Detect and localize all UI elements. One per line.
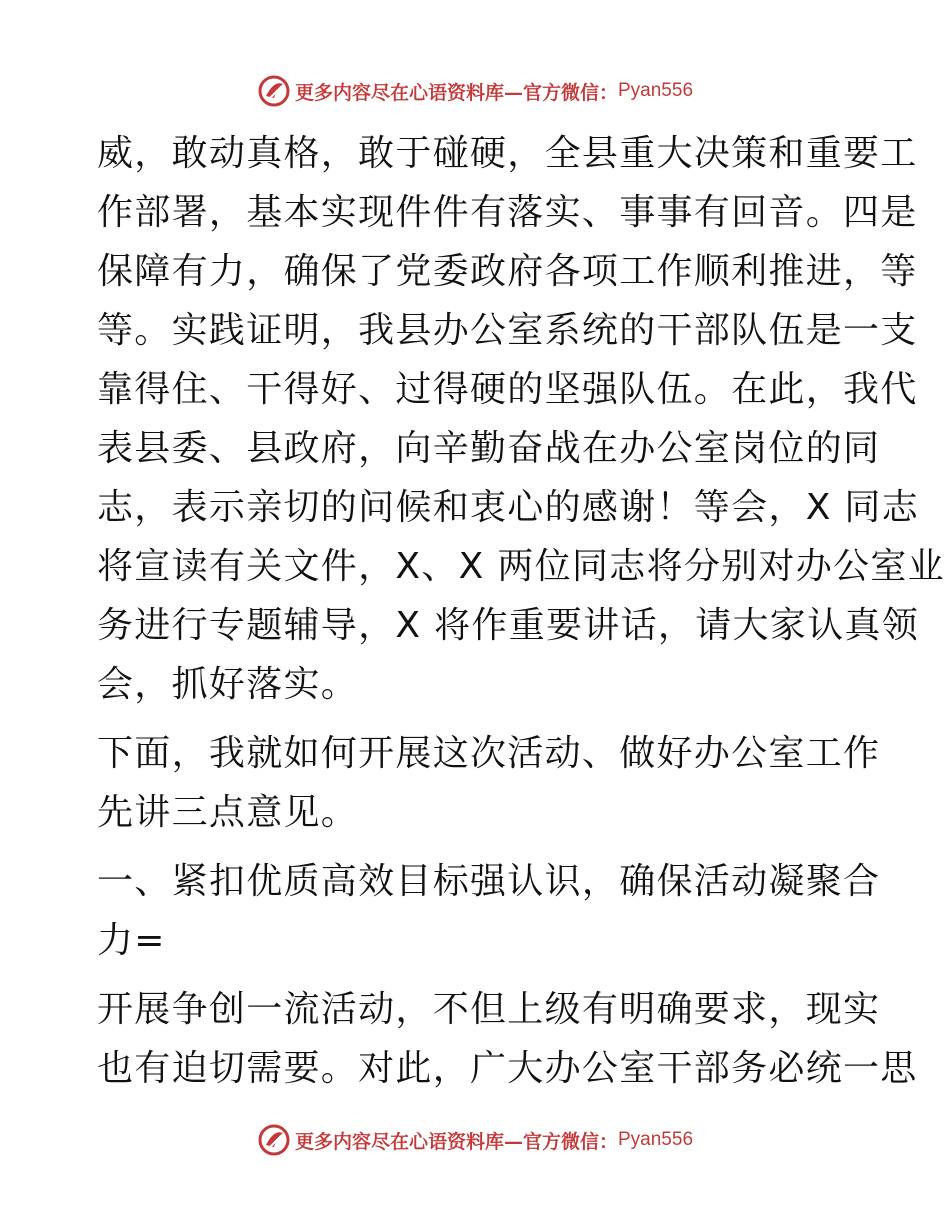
text-line: 威，敢动真格，敢于碰硬，全县重大决策和重要工	[97, 133, 918, 174]
footer-wechat-id: Pyan556	[618, 1129, 694, 1150]
text-line: 先讲三点意见。	[97, 792, 359, 833]
header-watermark-banner	[0, 71, 950, 111]
text-line: 开展争创一流活动，不但上级有明确要求，现实	[97, 989, 881, 1030]
section-heading-1	[97, 852, 881, 970]
footer-watermark-banner	[0, 1120, 950, 1160]
text-line: 务进行专题辅导，X 将作重要讲话，请大家认真领	[97, 605, 920, 646]
text-line: 表县委、县政府，向辛勤奋战在办公室岗位的同	[97, 428, 881, 469]
header-wechat-id: Pyan556	[618, 80, 694, 101]
text-line: 等。实践证明，我县办公室系统的干部队伍是一支	[97, 310, 918, 351]
paragraph-2	[97, 724, 881, 842]
text-line: 会，抓好落实。	[97, 664, 359, 705]
text-line: 志，表示亲切的问候和衷心的感谢！等会，X 同志	[97, 487, 920, 528]
text-line: 将宣读有关文件，X、X 两位同志将分别对办公室业	[97, 546, 945, 587]
text-line: 下面，我就如何开展这次活动、做好办公室工作	[97, 733, 881, 774]
paragraph-3	[97, 980, 918, 1098]
text-line: 一、紧扣优质高效目标强认识，确保活动凝聚合	[97, 861, 881, 902]
text-line: 也有迫切需要。对此，广大办公室干部务必统一思	[97, 1048, 918, 1089]
text-line: 力=	[97, 920, 166, 961]
text-line: 靠得住、干得好、过得硬的坚强队伍。在此，我代	[97, 369, 918, 410]
document-body	[97, 124, 945, 1098]
header-banner-text: 更多内容尽在心语资料库—官方微信：	[294, 81, 618, 104]
text-line: 作部署，基本实现件件有落实、事事有回音。四是	[97, 192, 918, 233]
paragraph-1	[97, 124, 945, 714]
brand-logo-icon	[257, 1123, 291, 1157]
footer-banner-text: 更多内容尽在心语资料库—官方微信：	[294, 1130, 618, 1153]
text-line: 保障有力，确保了党委政府各项工作顺利推进，等	[97, 251, 918, 292]
brand-logo-icon	[257, 74, 291, 108]
